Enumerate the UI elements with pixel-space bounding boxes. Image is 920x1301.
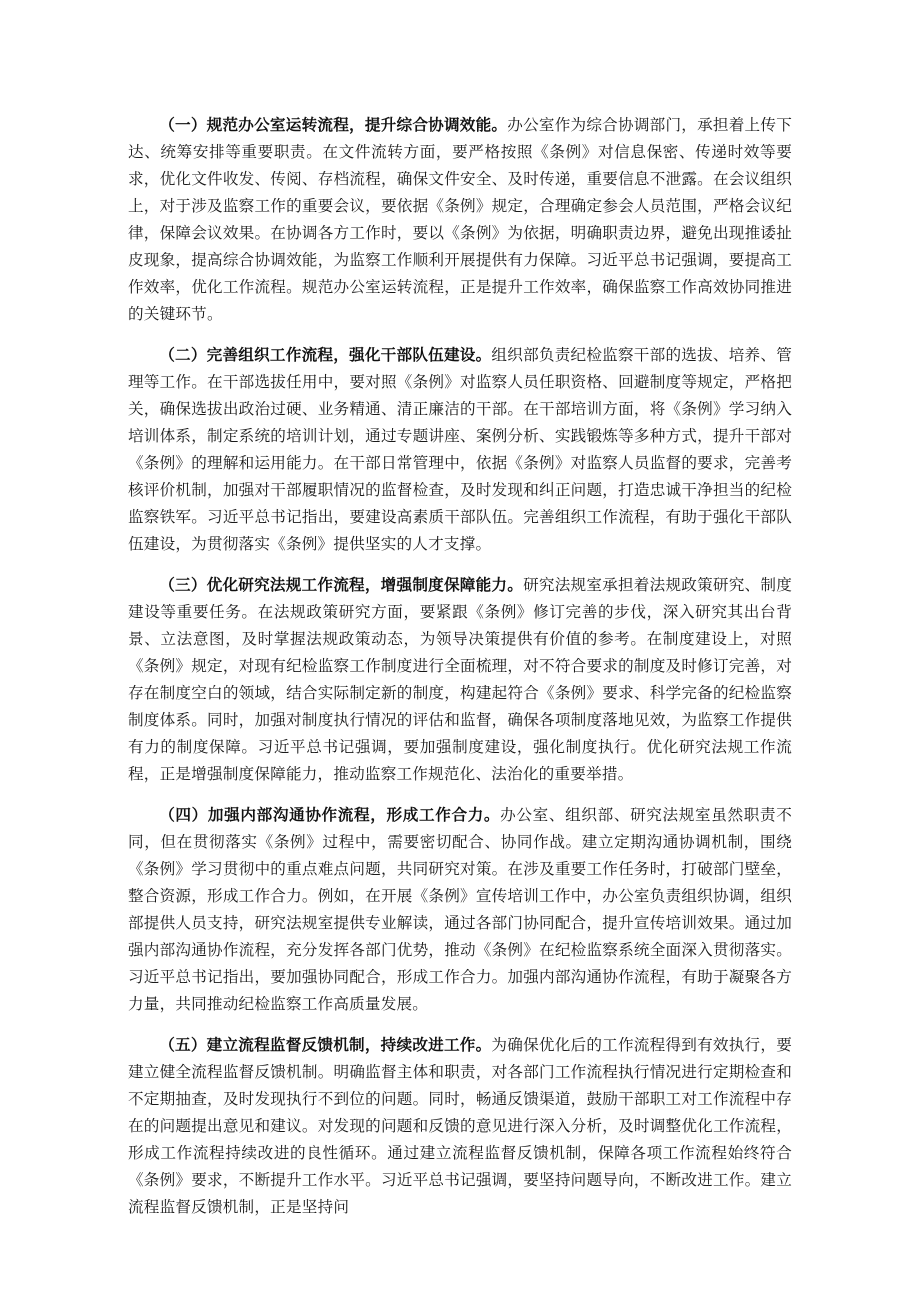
- paragraph-body: 研究法规室承担着法规政策研究、制度建设等重要任务。在法规政策研究方面，要紧跟《条例》修订完善的步伐，深入研究其出台背景、立法意图，及时掌握法规政策动态，为领导决策提供有价值的参考。在制度建设上，对照《条例》规定，对现有纪检监察工作制度进行全面梳理，对不符合要求的制度及时修订完善，对存在制度空白的领域，结合实际制定新的制度，构建起符合《条例》要求、科学完备的纪检监察制度体系。同时，加强对制度执行情况的评估和监督，确保各项制度落地见效，为监察工作提供有力的制度保障。习近平总书记强调，要加强制度建设，强化制度执行。优化研究法规工作流程，正是增强制度保障能力，推动监察工作规范化、法治化的重要举措。: [128, 576, 792, 783]
- paragraph-body: 办公室作为综合协调部门，承担着上传下达、统筹安排等重要职责。在文件流转方面，要严格按照《条例》对信息保密、传递时效等要求，优化文件收发、传阅、存档流程，确保文件安全、及时传递，重要信息不泄露。在会议组织上，对于涉及监察工作的重要会议，要依据《条例》规定，合理确定参会人员范围，严格会议纪律，保障会议效果。在协调各方工作时，要以《条例》为依据，明确职责边界，避免出现推诿扯皮现象，提高综合协调效能，为监察工作顺利开展提供有力保障。习近平总书记强调，要提高工作效率，优化工作流程。规范办公室运转流程，正是提升工作效率，确保监察工作高效协同推进的关键环节。: [128, 116, 792, 323]
- paragraph-body: 组织部负责纪检监察干部的选拔、培养、管理等工作。在干部选拔任用中，要对照《条例》对监察人员任职资格、回避制度等规定，严格把关，确保选拔出政治过硬、业务精通、清正廉洁的干部。在干部培训方面，将《条例》学习纳入培训体系，制定系统的培训计划，通过专题讲座、案例分析、实践锻炼等多种方式，提升干部对《条例》的理解和运用能力。在干部日常管理中，依据《条例》对监察人员监督的要求，完善考核评价机制，加强对干部履职情况的监督检查，及时发现和纠正问题，打造忠诚干净担当的纪检监察铁军。习近平总书记指出，要建设高素质干部队伍。完善组织工作流程，有助于强化干部队伍建设，为贯彻落实《条例》提供坚实的人才支撑。: [128, 346, 792, 553]
- paragraph-supervision-feedback: [128, 1031, 792, 1221]
- paragraph-heading: （五）建立流程监督反馈机制，持续改进工作。: [159, 1035, 492, 1054]
- paragraph-heading: （四）加强内部沟通协作流程，形成工作合力。: [159, 805, 501, 824]
- paragraph-heading: （二）完善组织工作流程，强化干部队伍建设。: [159, 345, 492, 364]
- paragraph-internal-collaboration: [128, 801, 792, 1018]
- paragraph-heading: （三）优化研究法规工作流程，增强制度保障能力。: [159, 575, 524, 594]
- paragraph-body: 办公室、组织部、研究法规室虽然职责不同，但在贯彻落实《条例》过程中，需要密切配合、协同作战。建立定期沟通协调机制，围绕《条例》学习贯彻中的重点难点问题，共同研究对策。在涉及重要工作任务时，打破部门壁垒，整合资源，形成工作合力。例如，在开展《条例》宣传培训工作中，办公室负责组织协调，组织部提供人员支持，研究法规室提供专业解读，通过各部门协同配合，提升宣传培训效果。通过加强内部沟通协作流程，充分发挥各部门优势，推动《条例》在纪检监察系统全面深入贯彻落实。习近平总书记指出，要加强协同配合，形成工作合力。加强内部沟通协作流程，有助于凝聚各方力量，共同推动纪检监察工作高质量发展。: [128, 806, 792, 1013]
- paragraph-research-regulation-workflow: [128, 571, 792, 788]
- paragraph-office-workflow: [128, 111, 792, 328]
- paragraph-organization-workflow: [128, 341, 792, 558]
- document-page: [128, 111, 792, 1234]
- paragraph-heading: （一）规范办公室运转流程，提升综合协调效能。: [159, 115, 508, 134]
- paragraph-body: 为确保优化后的工作流程得到有效执行，要建立健全流程监督反馈机制。明确监督主体和职责，对各部门工作流程执行情况进行定期检查和不定期抽查，及时发现执行不到位的问题。同时，畅通反馈渠道，鼓励干部职工对工作流程中存在的问题提出意见和建议。对发现的问题和反馈的意见进行深入分析，及时调整优化工作流程，形成工作流程持续改进的良性循环。通过建立流程监督反馈机制，保障各项工作流程始终符合《条例》要求，不断提升工作水平。习近平总书记强调，要坚持问题导向，不断改进工作。建立流程监督反馈机制，正是坚持问: [128, 1036, 792, 1216]
